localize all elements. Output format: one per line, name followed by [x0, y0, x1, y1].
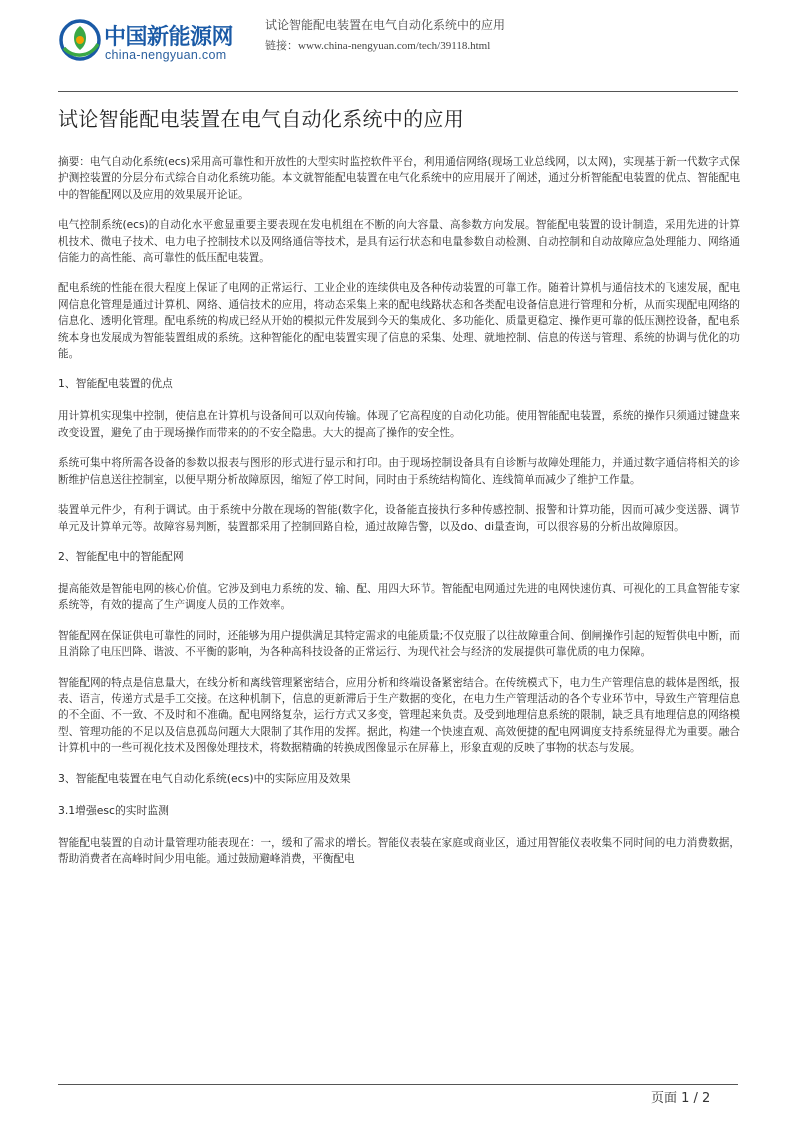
section-heading-2: 2、智能配电中的智能配网 [58, 549, 184, 563]
section-heading-1: 1、智能配电装置的优点 [58, 377, 173, 391]
document-body [58, 103, 740, 881]
section-heading-3: 3、智能配电装置在电气自动化系统(ecs)中的实际应用及效果 [58, 771, 351, 785]
page-number: 页面 1 / 2 [651, 1091, 711, 1106]
leaf-globe-icon [58, 18, 102, 62]
header-title: 试论智能配电装置在电气自动化系统中的应用 [265, 18, 506, 32]
footer-divider [58, 1084, 738, 1085]
logo-text-en: china-nengyuan.com [105, 48, 227, 62]
logo-text-cn: 中国新能源网 [104, 25, 234, 50]
section-2-paragraph-3: 智能配网的特点是信息量大，在线分析和离线管理紧密结合，应用分析和终端设备紧密结合。在传统模式下，电力生产管理信息的载体是图纸，报表、语言，传递方式是手工交接。在这种机制下，信息的更新滞后于生产数据的变化，在电力生产管理活动的各个专业环节中，导致生产管理信息的不全面、不一致、不及时和不准确。配电网络复杂，运行方式又多变，管理起来负责。及受到地理信息系统的限制，缺乏具有地理信息的网络模型、管理功能的不足以及信息孤岛问题大大限制了其作用的发挥。据此，构建一个快速直观、高效便捷的配电网调度支持系统显得尤为重要。融合计算机中的一些可视化技术及图像处理技术，将数据精确的转换成图像显示在屏幕上，形象直观的反映了事物的状态与发展。 [58, 676, 740, 755]
section-1-paragraph-3: 装置单元件少，有利于调试。由于系统中分散在现场的智能(数字化，设备能直接执行多种传感控制、报警和计算功能，因而可减少变送器、调节单元及计算单元等。故障容易判断，装置都采用了控制回路自检，通过故障告警，以及do、di量查询，可以很容易的分析出故障原因。 [58, 504, 740, 533]
section-3-paragraph-1: 智能配电装置的自动计量管理功能表现在：一，缓和了需求的增长。智能仪表装在家庭或商业区，通过用智能仪表收集不同时间的电力消费数据，帮助消费者在高峰时间少用电能。通过鼓励避峰消费，平衡配电 [58, 836, 740, 865]
header-info [265, 16, 735, 53]
abstract-paragraph: 摘要：电气自动化系统(ecs)采用高可靠性和开放性的大型实时监控软件平台，利用通信网络(现场工业总线网，以太网)，实现基于新一代数字式保护测控装置的分层分布式综合自动化系统功能。本文就智能配电装置在电气化系统中的应用展开了阐述，通过分析智能配电装置的优点、智能配电中的智能配网以及应用的效果展开论证。 [58, 156, 740, 201]
section-1-paragraph-2: 系统可集中将所需各设备的参数以报表与图形的形式进行显示和打印。由于现场控制设备具有自诊断与故障处理能力，并通过数字通信将相关的诊断维护信息送往控制室，以便早期分析故障原因，缩短了停工时间，同时由于系统结构简化、连线简单而减少了维护工作量。 [58, 457, 740, 486]
section-2-paragraph-1: 提高能效是智能电网的核心价值。它涉及到电力系统的发、输、配、用四大环节。智能配电网通过先进的电网快速仿真、可视化的工具盒智能专家系统等，有效的提高了生产调度人员的工作效率。 [58, 582, 740, 612]
subsection-heading-3-1: 3.1增强esc的实时监测 [58, 803, 169, 817]
site-logo[interactable] [58, 14, 258, 70]
header-divider [58, 91, 738, 92]
page-header [58, 14, 738, 74]
section-2-paragraph-2: 智能配网在保证供电可靠性的同时，还能够为用户提供满足其特定需求的电能质量;不仅克服了以往故障重合间、倒闸操作引起的短暂供电中断，而且消除了电压凹降、谐波、不平衡的影响，为各种高科技设备的正常运行、为现代社会与经济的发展提供可靠优质的电力保障。 [58, 629, 740, 659]
header-url[interactable]: 链接：www.china-nengyuan.com/tech/39118.html [265, 40, 491, 52]
intro-paragraph-2: 配电系统的性能在很大程度上保证了电网的正常运行、工业企业的连续供电及各种传动装置的可靠工作。随着计算机与通信技术的飞速发展，配电网信息化管理是通过计算机、网络、通信技术的应用，将动态采集上来的配电线路状态和各类配电设备信息进行管理和分析，从而实现配电网络的信息化、透明化管理。配电系统的构成已经从开始的模拟元件发展到今天的集成化、多功能化、质量更稳定、操作更可靠的低压测控设备，配电系统本身也发展成为智能装置组成的系统。这种智能化的配电装置实现了信息的采集、处理、就地控制、信息的传送与管理、系统的协调与优化的功能。 [58, 282, 740, 361]
section-1-paragraph-1: 用计算机实现集中控制，使信息在计算机与设备间可以双向传输。体现了它高程度的自动化功能。使用智能配电装置，系统的操作只须通过键盘来改变设置，避免了由于现场操作而带来的的不安全隐患。大大的提高了操作的安全性。 [58, 410, 740, 439]
document-title: 试论智能配电装置在电气自动化系统中的应用 [58, 107, 464, 131]
intro-paragraph-1: 电气控制系统(ecs)的自动化水平愈显重要主要表现在发电机组在不断的向大容量、高参数方向发展。智能配电装置的设计制造，采用先进的计算机技术、微电子技术、电力电子控制技术以及网络通信等技术，是具有运行状态和电量参数自动检测、自动控制和自动故障应急处理能力、网络通信能力的高性能、高可靠性的低压配电装置。 [58, 219, 740, 265]
